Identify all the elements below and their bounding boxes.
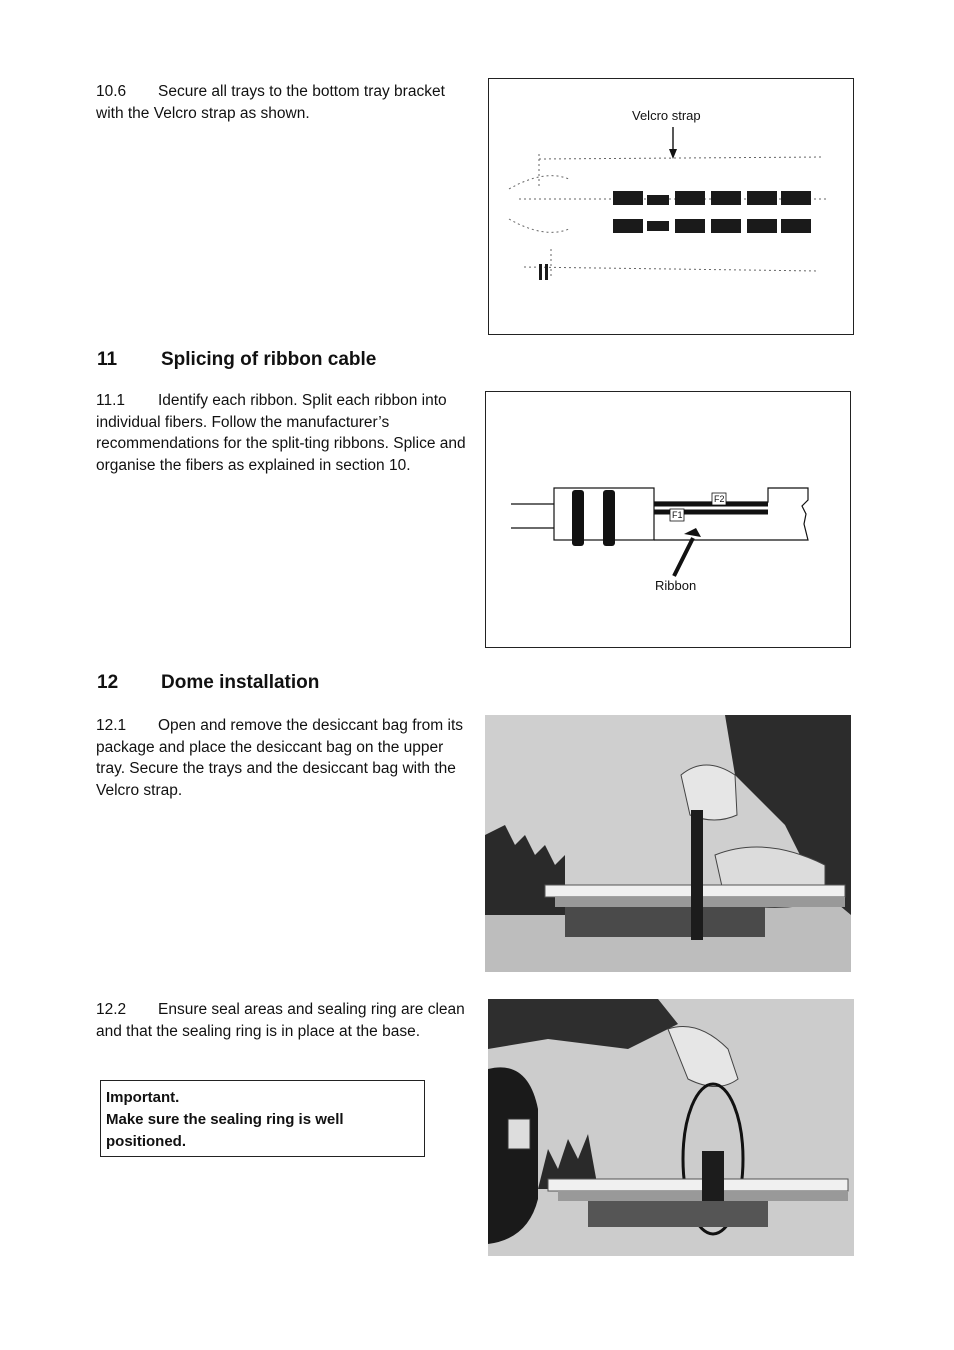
section-12-heading — [97, 672, 319, 694]
step-11-1 — [96, 390, 466, 476]
velcro-strap-label: Velcro strap — [632, 108, 701, 123]
ribbon-arrow-head — [684, 528, 701, 537]
tray-bracket-drawing — [489, 79, 853, 334]
ribbon-figure — [485, 391, 851, 648]
section-title: Splicing of ribbon cable — [161, 349, 377, 370]
section-number: 11 — [97, 349, 118, 370]
tray-outline — [509, 154, 829, 277]
bracket-base — [565, 907, 765, 937]
ribbon-arrow-line — [674, 538, 693, 576]
tray-shape — [548, 1179, 848, 1191]
step-12-2 — [96, 999, 466, 1042]
ribbon-label: Ribbon — [655, 578, 697, 593]
step-number: 10.6 — [96, 83, 127, 100]
velcro-arrow-head — [669, 149, 677, 159]
important-note — [100, 1080, 425, 1157]
step-text: Identify each ribbon. Split each ribbon into individual fibers. Follow the manufacturer’s recommendations for the split-ting ribbons. Splice and organise the fibers as explained in section 10. — [96, 392, 466, 474]
velcro-strap-photo — [485, 715, 851, 972]
clip-shape — [508, 1119, 530, 1149]
hand-shape — [681, 765, 737, 820]
cable-ties — [572, 490, 615, 546]
step-number: 12.2 — [96, 1001, 127, 1018]
step-number: 11.1 — [96, 392, 126, 409]
section-title: Dome installation — [161, 672, 320, 693]
step-text: Open and remove the desiccant bag from its package and place the desiccant bag on the upper tray. Secure the trays and the desiccant bag with the Velcro strap. — [96, 717, 463, 799]
section-number: 12 — [97, 672, 119, 693]
step-10-6 — [96, 81, 466, 124]
velcro-strap-figure — [488, 78, 854, 335]
step-number: 12.1 — [96, 717, 127, 734]
dome-base-shape — [488, 1067, 538, 1244]
velcro-photo-illustration — [485, 715, 851, 972]
step-text: Secure all trays to the bottom tray bracket with the Velcro strap as shown. — [96, 83, 445, 122]
f2-label: F2 — [714, 494, 725, 504]
velcro-strap-shape — [691, 810, 703, 940]
section-11-heading — [97, 349, 376, 371]
step-12-1 — [96, 715, 466, 801]
important-text: Make sure the sealing ring is well positioned. — [106, 1111, 344, 1150]
important-title: Important. — [106, 1089, 180, 1106]
tray-stack — [539, 191, 811, 280]
bracket-base — [588, 1201, 768, 1227]
ribbon-drawing — [486, 392, 850, 647]
velcro-strap-shape — [702, 1151, 724, 1201]
sealing-ring-photo-illustration — [488, 999, 854, 1256]
f1-label: F1 — [672, 510, 683, 520]
sealing-ring-photo — [488, 999, 854, 1256]
step-text: Ensure seal areas and sealing ring are clean and that the sealing ring is in place at the base. — [96, 1001, 465, 1040]
